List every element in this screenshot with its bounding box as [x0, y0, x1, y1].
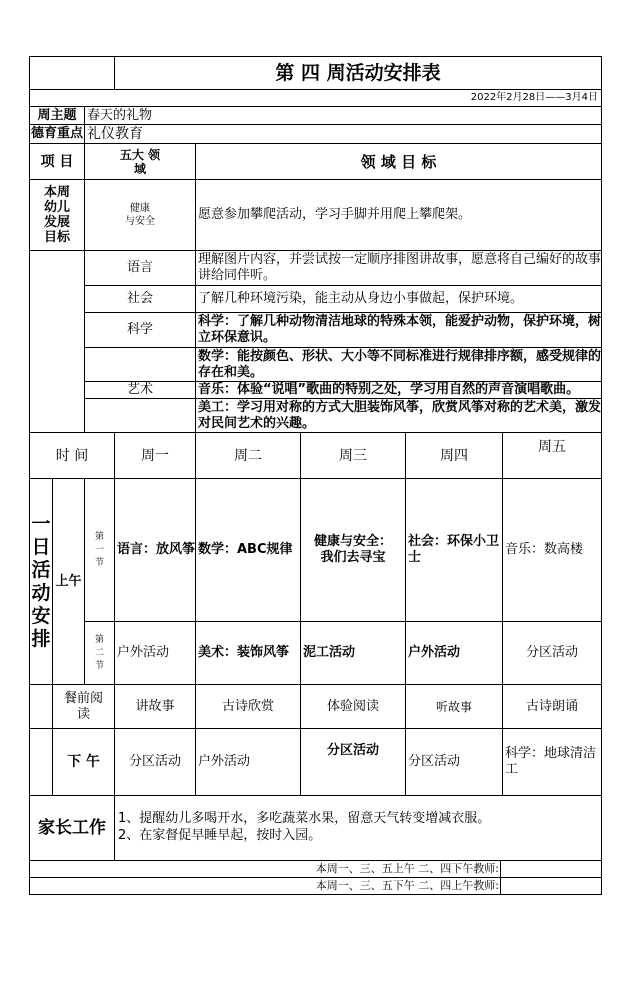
goal-health: 愿意参加攀爬活动，学习手脚并用爬上攀爬架。 [195, 179, 602, 251]
day-thu: 周四 [405, 432, 503, 479]
section2-wed: 泥工活动 [300, 621, 406, 685]
goal-science: 科学：了解几种动物清洁地球的特殊本领，能爱护动物，保护环境，树立环保意识。 [195, 312, 602, 348]
section2-tue: 美术：装饰风筝 [195, 621, 301, 685]
goals-header-item: 项 目 [29, 143, 85, 180]
reading-left-blank [29, 684, 53, 729]
parents-item-1: 1、提醒幼儿多喝开水，多吃蔬菜水果，留意天气转变增减衣服。 [118, 811, 491, 826]
afternoon-fri: 科学：地球清洁工 [502, 728, 602, 796]
page-title: 第 四 周活动安排表 [114, 56, 602, 90]
area-health: 健康 与安全 [84, 179, 196, 251]
section1-mon: 语言：放风筝 [114, 478, 196, 622]
day-tue: 周二 [195, 432, 301, 479]
afternoon-wed: 分区活动 [300, 728, 406, 796]
theme-value: 春天的礼物 [84, 106, 602, 125]
teacher-row1-left [29, 860, 501, 878]
goals-header-area: 五大 领 域 [84, 143, 196, 180]
afternoon-tue: 户外活动 [195, 728, 301, 796]
day-wed: 周三 [300, 432, 406, 479]
teacher-row1-label: 本周一、三、五上午 二、四下午教师: [315, 862, 499, 875]
goal-language: 理解图片内容，并尝试按一定顺序排图讲故事，愿意将自己编好的故事讲给同伴听。 [195, 250, 602, 286]
dev-goals-label: 本周 幼儿 发展 目标 [29, 179, 85, 251]
teacher-row1-blank [500, 860, 602, 878]
area-math [84, 347, 196, 382]
section2-thu: 户外活动 [405, 621, 503, 685]
date-range [29, 89, 602, 107]
afternoon-left-blank [29, 728, 53, 796]
section2-mon: 户外活动 [114, 621, 196, 685]
area-art-blank [84, 398, 196, 433]
section1-thu: 社会：环保小卫士 [405, 478, 503, 622]
area-science: 科学 [84, 312, 196, 348]
title-left-cell [29, 56, 115, 90]
section2-fri: 分区活动 [502, 621, 602, 685]
section1-label: 第 一 节 [84, 478, 115, 622]
parents-label: 家长工作 [29, 795, 115, 861]
area-social: 社会 [84, 285, 196, 313]
teacher-row2-blank [500, 877, 602, 895]
theme-label: 周主题 [29, 106, 85, 125]
afternoon-mon: 分区活动 [114, 728, 196, 796]
morning-label: 上午 [52, 478, 85, 685]
day-fri: 周五 [502, 432, 602, 479]
reading-label: 餐前阅 读 [52, 684, 115, 729]
schedule-sheet [30, 57, 602, 895]
reading-mon: 讲故事 [114, 684, 196, 729]
day-activity-label: 一 日 活 动 安 排 [29, 478, 53, 685]
section1-wed: 健康与安全： 我们去寻宝 [300, 478, 406, 622]
section1-fri: 音乐：数高楼 [502, 478, 602, 622]
moral-label: 德育重点 [29, 124, 85, 144]
reading-tue: 古诗欣赏 [195, 684, 301, 729]
goal-social: 了解几种环境污染，能主动从身边小事做起，保护环境。 [195, 285, 602, 313]
area-language: 语言 [84, 250, 196, 286]
date-range-text: 2022年2月28日——3月4日 [470, 92, 598, 103]
goals-header-goal: 领 域 目 标 [195, 143, 602, 180]
parents-item-2: 2、在家督促早睡早起，按时入园。 [118, 828, 322, 843]
reading-thu: 听故事 [405, 684, 503, 729]
section2-label: 第 二 节 [84, 621, 115, 685]
moral-value: 礼仪教育 [84, 124, 602, 144]
teacher-row2-label: 本周一、三、五下午 二、四上午教师: [315, 879, 499, 892]
reading-wed: 体验阅读 [300, 684, 406, 729]
time-label: 时 间 [29, 432, 115, 479]
day-mon: 周一 [114, 432, 196, 479]
afternoon-thu: 分区活动 [405, 728, 503, 796]
dev-goals-blank [29, 250, 85, 433]
area-art: 艺术 [84, 381, 196, 399]
afternoon-label: 下 午 [52, 728, 115, 796]
section1-tue: 数学：ABC规律 [195, 478, 301, 622]
goal-music: 音乐：体验“说唱”歌曲的特别之处，学习用自然的声音演唱歌曲。 [195, 381, 602, 399]
goal-craft: 美工：学习用对称的方式大胆装饰风筝，欣赏风筝对称的艺术美，激发对民间艺术的兴趣。 [195, 398, 602, 433]
reading-fri: 古诗朗诵 [502, 684, 602, 729]
goal-math: 数学：能按颜色、形状、大小等不同标准进行规律排序额，感受规律的存在和美。 [195, 347, 602, 382]
parents-content [114, 795, 602, 861]
teacher-row2-left [29, 877, 501, 895]
